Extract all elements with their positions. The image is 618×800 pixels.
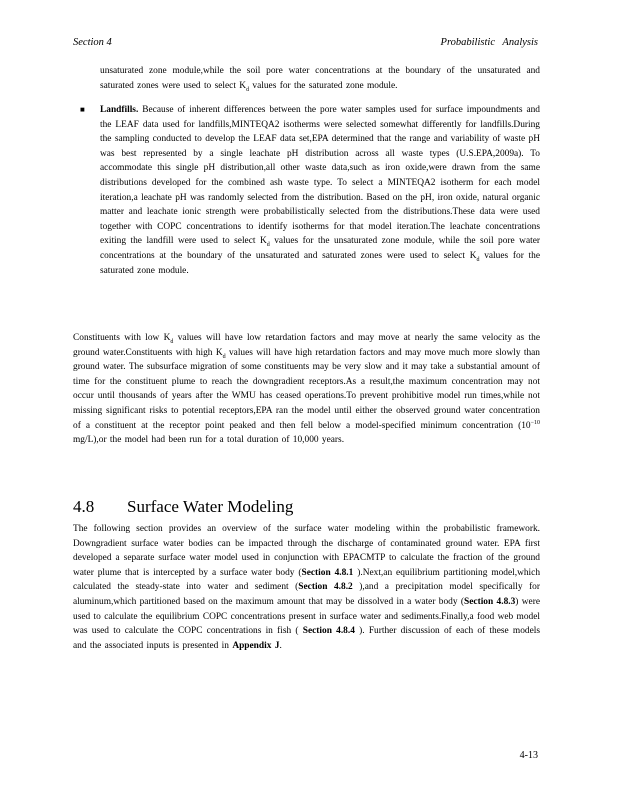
paragraph-surface-water [73,522,540,653]
appendix-reference: Appendix J [232,640,280,651]
page-number: 4-13 [519,750,538,761]
text-run: ) were used to calculate the equilibrium COPC concentrations present in surface water and sediments.Finally,a food web model was used to calculate the COPC concentrations in fish ( [73,596,540,637]
section-heading [73,497,293,517]
section-reference: Section 4.8.3 [464,596,516,607]
text-run: values for the unsaturated zone module, while the soil pore water concentrations at the boundary of the unsaturated and saturated zones were used to select K [100,236,540,261]
text-run: values will have high retardation factors and may move much more slowly than ground water. The subsurface migration of some constituents may be very slow and it may take a substantial amount of time for the constituent plume to reach the downgradient receptors.As a result,the maximum concentration may not occur until thousands of years after the WMU has ceased operations.To prevent prohibitive model run times,while not missing significant risks to potential receptors,EPA ran the model until either the observed ground water concentration of a constituent at the receptor point peaked and then fell below a model-specified minimum concentration (10 [73,347,540,431]
text-run: values for the saturated zone module. [249,80,398,91]
paragraph-constituents [73,331,540,448]
text-run: ).Next,an equilibrium partitioning model,which calculated the steady-state into water and sediment ( [73,567,541,593]
bullet-lead: Landfills. [100,105,139,115]
text-run: ). Further discussion of each of these models and the associated inputs is presented in [73,626,541,651]
text-run: Because of inherent differences between the pore water samples used for surface impoundments and the LEAF data used for landfills,MINTEQA2 isotherms were selected somewhat differently for landfills.During the sampling conducted to develop the LEAF data set,EPA determined that the range and variability of waste pH was best represented by a single leachate pH distribution across all waste types (U.S.EPA,2009a). To accommodate this single pH distribution,all other waste data,such as iron oxide,were drawn from the same distributions developed for the combined ash waste type. To select a MINTEQA2 isotherm for each model iteration,a leachate pH was randomly selected from the distribution. Based on the pH, iron oxide, natural organic matter and leachate ionic strength were probabilistically selected from the distributions.These data were used together with COPC concentrations to identify isotherms for that model iteration.The leachate concentrations exiting the landfill were used to select K [100,105,540,247]
superscript: −10 [530,419,540,426]
text-run: unsaturated zone module,while the soil pore water concentrations at the boundary of the unsaturated and saturated zones were used to select K [100,66,540,91]
subscript: d [222,353,226,360]
text-run: values for the saturated zone module. [100,250,541,276]
subscript: d [246,86,250,93]
paragraph-continued [100,64,540,93]
text-run: . [279,640,282,651]
section-title: Surface Water Modeling [127,497,294,516]
header-section: Section 4 [73,37,112,48]
bullet-paragraph [100,103,540,278]
text-run: Constituents with low K [73,333,171,343]
subscript: d [170,338,174,345]
text-run: values will have low retardation factors and may move at nearly the same velocity as the ground water.Constituents with high K [73,333,540,358]
text-run: ),and a precipitation model specifically for aluminum,which partitioned based on the maximum amount that may be dissolved in a water body ( [73,582,540,607]
subscript: d [476,256,480,263]
text-run: mg/L),or the model had been run for a total duration of 10,000 years. [73,435,345,446]
section-reference: Section 4.8.2 [298,582,353,593]
header-chapter-title: Probabilistic Analysis [440,37,538,48]
section-reference: Section 4.8.1 [301,567,354,578]
bullet-icon: ■ [80,105,85,114]
section-reference: Section 4.8.4 [302,626,355,637]
text-run: The following section provides an overview of the surface water modeling within the probabilistic framework. Downgradient surface water bodies can be impacted through the discharge of contaminated ground water. EPA first developed a separate surface water model used in conjunction with EPACMTP to calculate the fraction of the ground water plume that is intercepted by a surface water body ( [73,524,540,578]
section-number: 4.8 [73,497,95,516]
subscript: d [266,242,270,249]
